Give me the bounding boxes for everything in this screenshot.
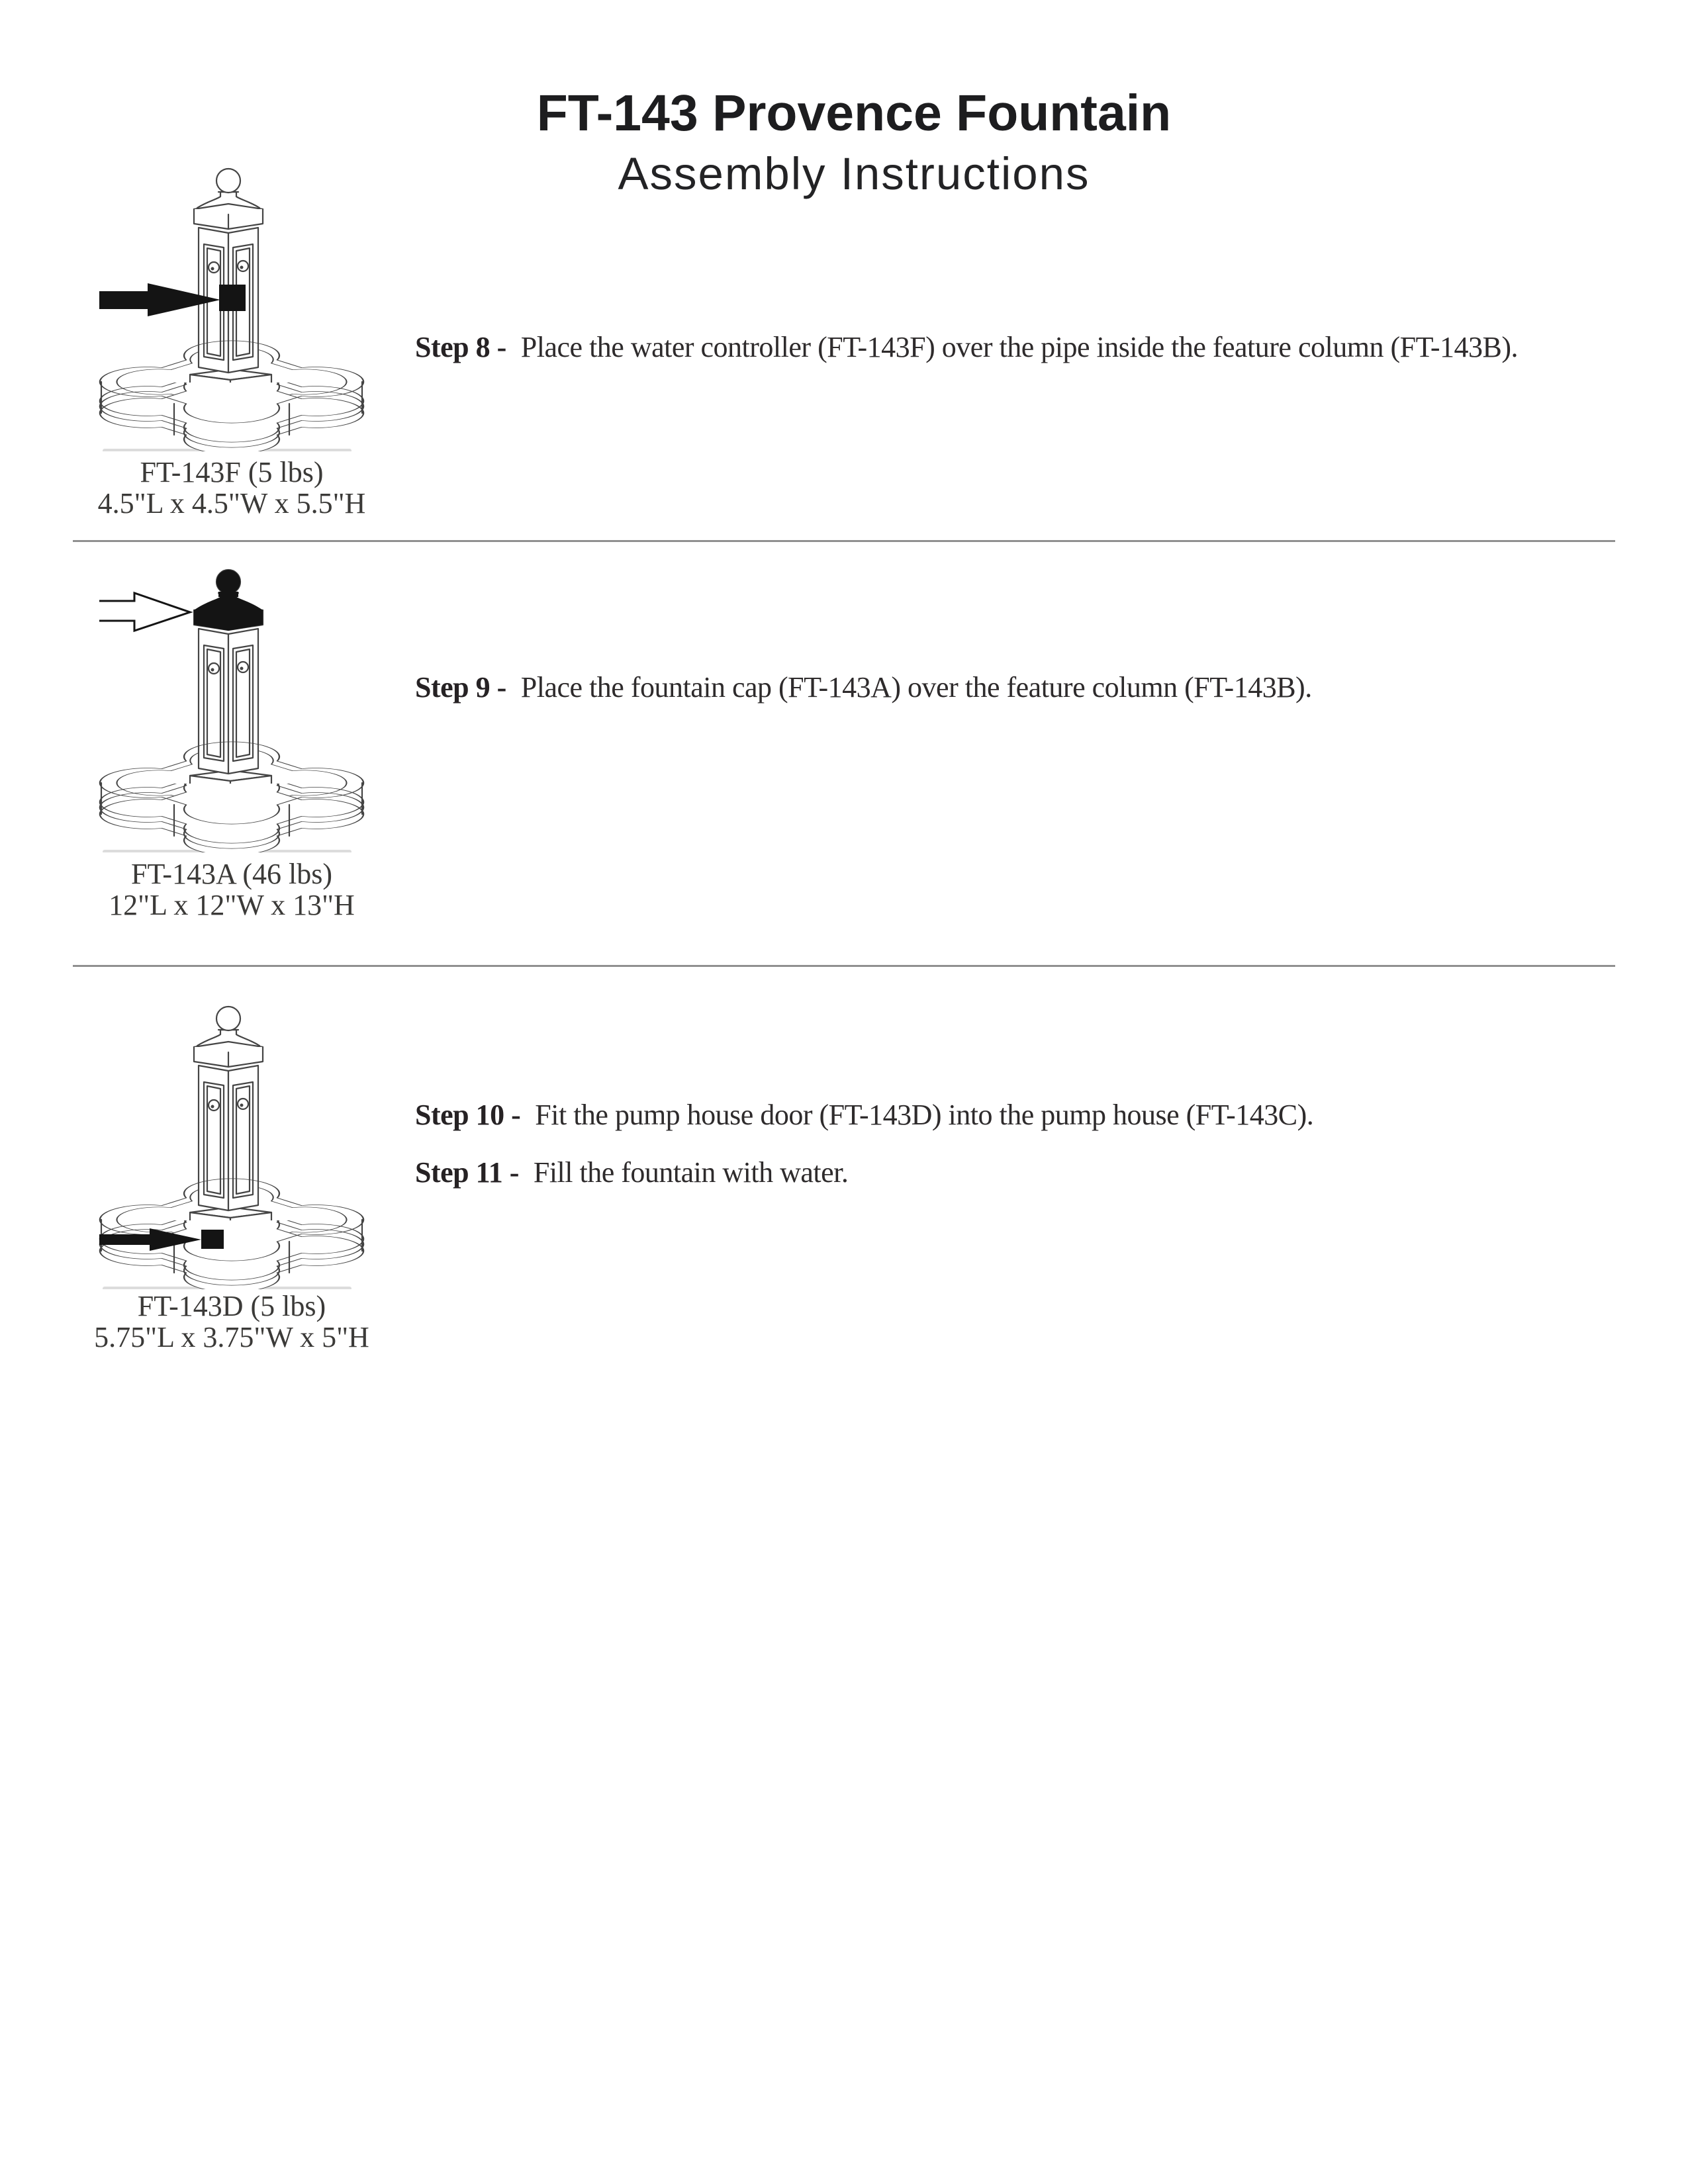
figure-fountain-cap xyxy=(86,568,371,852)
part-number: FT-143D (5 lbs) xyxy=(137,1290,326,1322)
figure-pump-house-door xyxy=(86,1005,371,1289)
figure-caption xyxy=(86,1291,377,1353)
figure-water-controller xyxy=(86,167,371,451)
step-text: Fit the pump house door (FT-143D) into the pump house (FT-143C). xyxy=(535,1099,1314,1131)
figure-caption xyxy=(86,858,377,921)
step-text: Place the fountain cap (FT-143A) over the feature column (FT-143B). xyxy=(520,671,1312,704)
water-controller-highlight xyxy=(219,285,246,311)
step-9-line xyxy=(415,673,1312,702)
step-8-line xyxy=(415,333,1518,362)
step-label: Step 10 - xyxy=(415,1099,521,1131)
part-dimensions: 5.75"L x 3.75"W x 5"H xyxy=(94,1321,369,1353)
page-subtitle: Assembly Instructions xyxy=(618,148,1090,199)
page-title: FT-143 Provence Fountain xyxy=(536,85,1172,142)
pump-house-door-highlight xyxy=(201,1230,224,1249)
part-number: FT-143A (46 lbs) xyxy=(131,858,332,890)
step-label: Step 8 - xyxy=(415,331,506,363)
section-divider-1 xyxy=(73,540,1615,542)
section-divider-2 xyxy=(73,965,1615,967)
step-10-line xyxy=(415,1101,1313,1130)
part-number: FT-143F (5 lbs) xyxy=(140,456,324,488)
figure-caption xyxy=(86,457,377,519)
step-text: Place the water controller (FT-143F) over the pipe inside the feature column (FT-143B). xyxy=(520,331,1519,363)
step-text: Fill the fountain with water. xyxy=(533,1156,849,1189)
fountain-cap-highlight xyxy=(194,570,263,631)
step-11-line xyxy=(415,1158,848,1187)
outline-right-arrow-icon xyxy=(99,593,190,631)
step-label: Step 11 - xyxy=(415,1156,519,1189)
step-label: Step 9 - xyxy=(415,671,506,704)
part-dimensions: 4.5"L x 4.5"W x 5.5"H xyxy=(97,487,366,520)
part-dimensions: 12"L x 12"W x 13"H xyxy=(109,889,355,921)
